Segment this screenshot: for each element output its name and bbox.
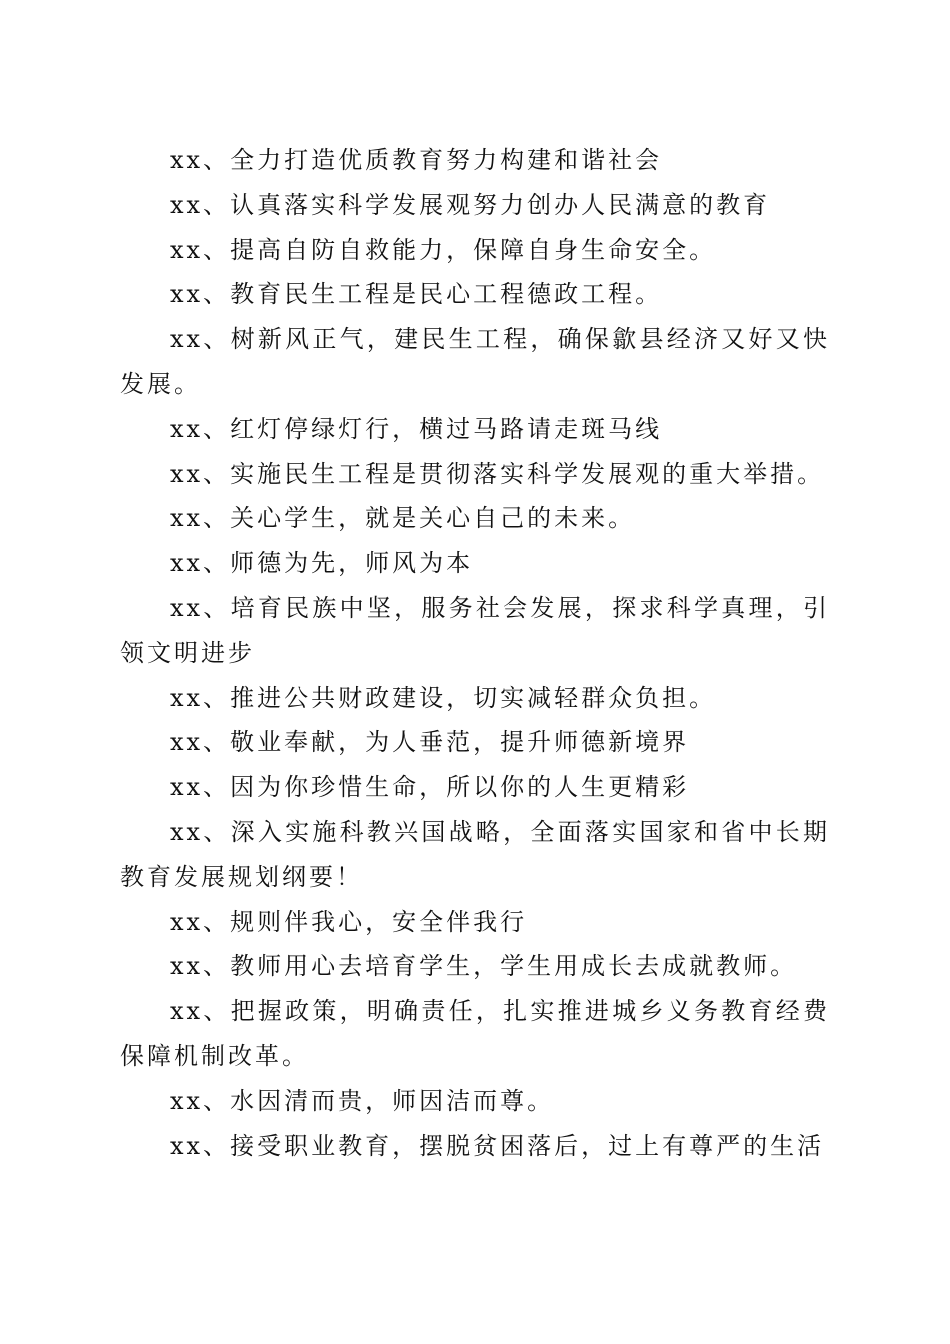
slogan-list [120, 138, 830, 1168]
slogan-paragraph: xx、培育民族中坚，服务社会发展，探求科学真理，引领文明进步 [120, 593, 830, 667]
slogan-paragraph: xx、接受职业教育，摆脱贫困落后，过上有尊严的生活 [170, 1131, 825, 1160]
slogan-paragraph: xx、推进公共财政建设，切实减轻群众负担。 [170, 683, 717, 712]
slogan-paragraph: xx、规则伴我心，安全伴我行 [170, 907, 528, 936]
slogan-paragraph: xx、水因清而贵，师因洁而尊。 [170, 1086, 555, 1115]
slogan-paragraph: xx、红灯停绿灯行，横过马路请走斑马线 [170, 414, 663, 443]
slogan-paragraph: xx、敬业奉献，为人垂范，提升师德新境界 [170, 728, 690, 757]
slogan-paragraph: xx、因为你珍惜生命，所以你的人生更精彩 [170, 773, 690, 802]
slogan-paragraph: xx、教育民生工程是民心工程德政工程。 [170, 280, 663, 309]
slogan-paragraph: xx、树新风正气，建民生工程，确保歙县经济又好又快发展。 [120, 325, 830, 398]
slogan-paragraph: xx、师德为先，师风为本 [170, 549, 474, 578]
slogan-paragraph: xx、关心学生，就是关心自己的未来。 [170, 504, 636, 533]
slogan-paragraph: xx、提高自防自救能力，保障自身生命安全。 [170, 235, 717, 264]
slogan-paragraph: xx、教师用心去培育学生，学生用成长去成就教师。 [170, 952, 798, 981]
slogan-paragraph: xx、实施民生工程是贯彻落实科学发展观的重大举措。 [170, 459, 825, 488]
slogan-paragraph: xx、认真落实科学发展观努力创办人民满意的教育 [170, 190, 771, 219]
slogan-paragraph: xx、全力打造优质教育努力构建和谐社会 [170, 146, 663, 174]
slogan-paragraph: xx、把握政策，明确责任，扎实推进城乡义务教育经费保障机制改革。 [120, 997, 830, 1070]
slogan-paragraph: xx、深入实施科教兴国战略，全面落实国家和省中长期教育发展规划纲要！ [120, 817, 830, 891]
